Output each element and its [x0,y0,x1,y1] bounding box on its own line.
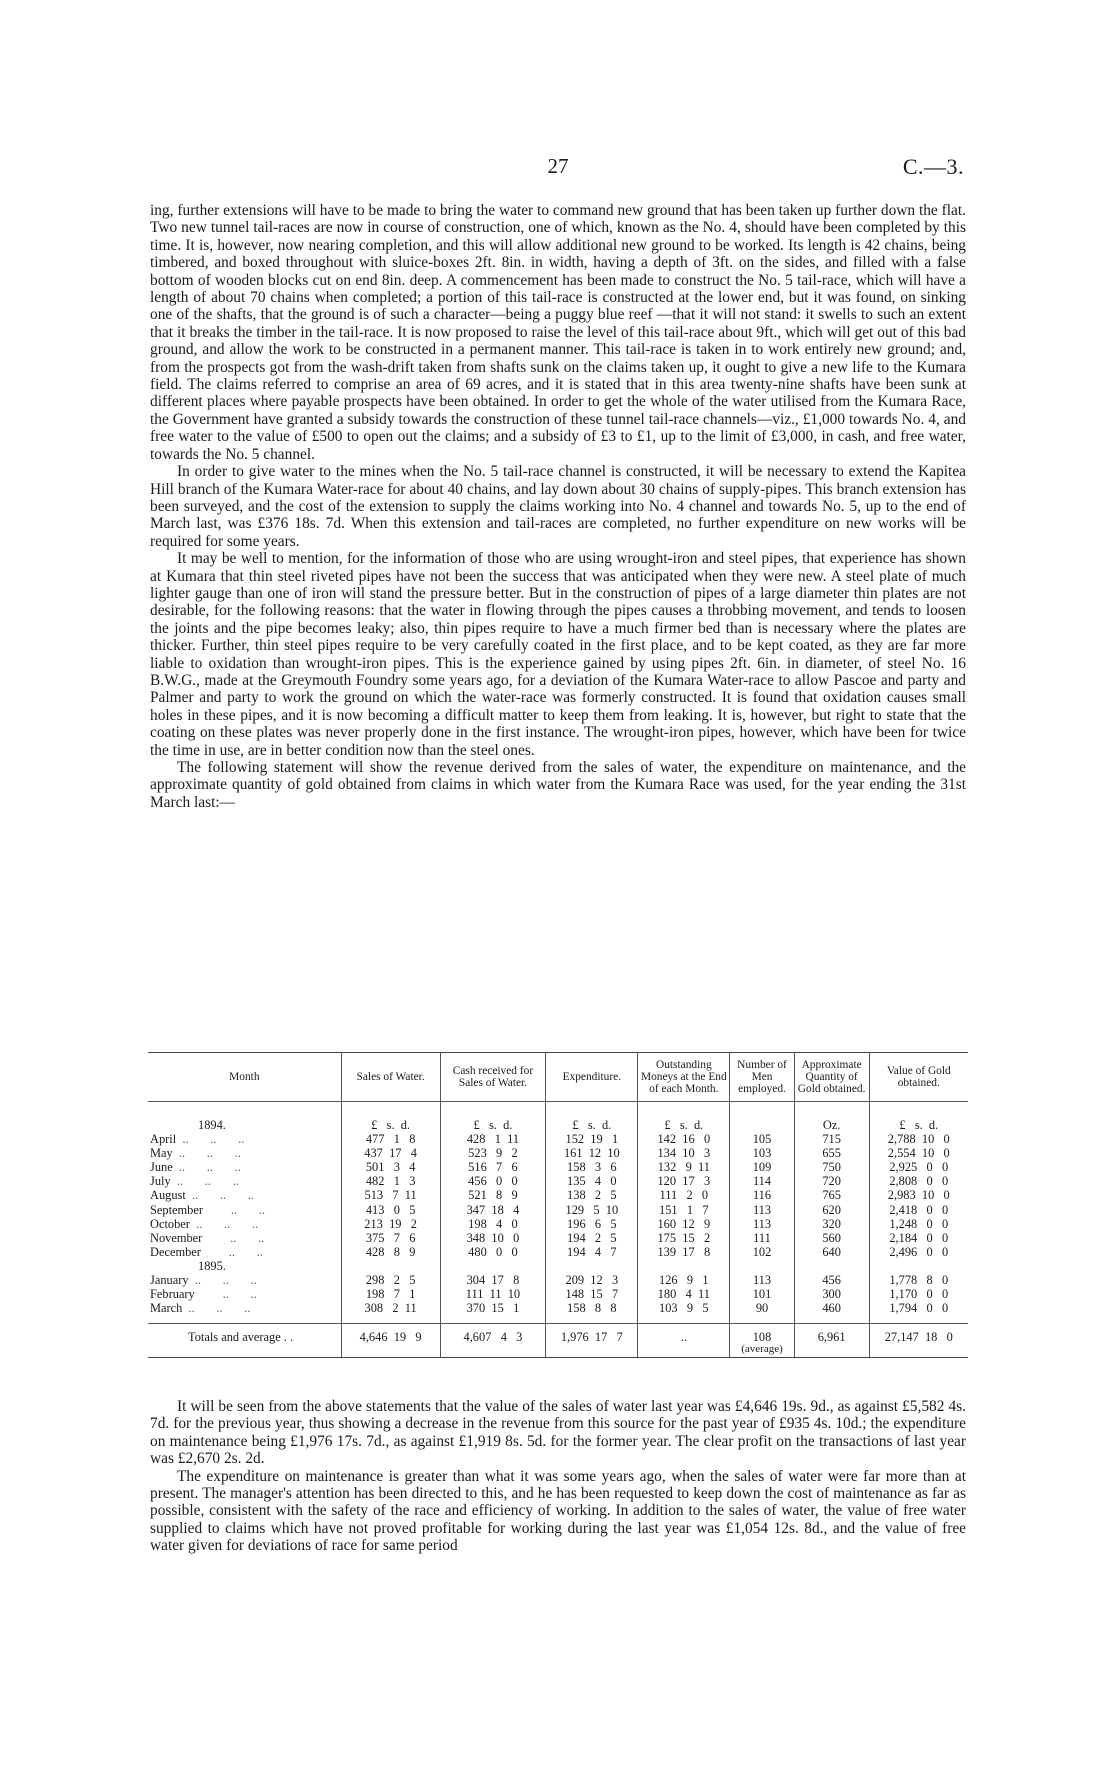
cell-men: 113 [730,1203,794,1217]
paragraph: ing, further extensions will have to be made to bring the water to command new ground that has been taken up further down the flat. Two new tunnel tail-races are now in course of construction, one of which, known as the No. 4, should have been completed by this time. It is, however, now nearing completion, and this will allow additional new ground to be worked. Its length is 42 chains, being timbered, and boxed throughout with sluice-boxes 2ft. 8in. in width, having a depth of 3ft. on the sides, and filled with a false bottom of wooden blocks cut on end 8in. deep. A commencement has been made to construct the No. 5 tail-race, which will have a length of about 70 chains when completed; a portion of this tail-race is constructed at the lower end, but it was found, on sinking one of the shafts, that the ground is of such a character—being a puggy blue reef —that it will not stand: it swells to such an extent that it breaks the timber in the tail-race. It is now proposed to raise the level of this tail-race about 9ft., which will get out of this bad ground, and allow the work to be constructed in a permanent manner. This tail-race is taken in to work entirely new ground; and, from the prospects got from the wash-drift taken from shafts sunk on the claims taken up, it ought to give a new life to the Kumara field. The claims referred to comprise an area of 69 acres, and it is stated that in this area twenty-nine shafts have been sunk at different places where payable prospects have been obtained. In order to get the whole of the water utilised from the Kumara Race, the Government have granted a subsidy towards the construction of these tunnel tail-race channels—viz., £1,000 towards No. 4, and free water to the value of £500 to open out the claims; and a subsidy of £3 to £1, up to the limit of £3,000, in cash, and free water, towards the No. 5 channel. [150,202,966,463]
cell-oz: 460 [794,1301,869,1324]
leader-dots: .. .. .. [182,1132,245,1147]
average-note: (average) [741,1343,783,1356]
cell-exp: 152 19 1 [546,1132,638,1146]
cell-out: 142 16 0 [638,1132,730,1146]
body-text-bottom [150,1398,966,1555]
totals-cash: 4,607 4 3 [440,1324,546,1358]
cell-oz: 300 [794,1287,869,1301]
cell-sales: 428 8 9 [341,1245,440,1259]
table-row [148,1245,968,1259]
unit-label: Oz. [794,1102,869,1133]
header-outstanding: Outstanding Moneys at the End of each Month. [638,1053,730,1102]
month-name: June [150,1160,173,1175]
cell-out: 180 4 11 [638,1287,730,1301]
cell-sales: 413 0 5 [341,1203,440,1217]
unit-label: £ s. d. [341,1102,440,1133]
year-row [148,1259,968,1273]
leader-dots: .. .. .. [196,1216,259,1231]
cell-sales: 375 7 6 [341,1231,440,1245]
cell-exp: 161 12 10 [546,1146,638,1160]
cell-value: 2,496 0 0 [889,1244,949,1259]
cell-men: 103 [730,1146,794,1160]
cell-value: 1,778 8 0 [889,1273,949,1288]
cell-sales: 308 2 11 [341,1301,440,1324]
paragraph: In order to give water to the mines when the No. 5 tail-race channel is constructed, it will be necessary to extend the Kapitea Hill branch of the Kumara Water-race for about 40 chains, and lay down about 30 chains of supply-pipes. This branch extension has been surveyed, and the cost of the extension to supply the claims working into No. 4 channel and towards No. 5, up to the end of March last, was £376 18s. 7d. When this extension and tail-races are completed, no further expenditure on new works will be required for some years. [150,463,966,550]
cell-sales: 198 7 1 [341,1287,440,1301]
cell-oz: 640 [794,1245,869,1259]
month-name: March [150,1301,183,1316]
cell-out: 120 17 3 [638,1174,730,1188]
leader-dots: .. .. [209,1202,265,1217]
cell-men: 105 [730,1132,794,1146]
month-name: August [150,1188,186,1203]
unit-label [730,1102,794,1133]
header-month: Month [148,1053,341,1102]
water-race-revenue-table [148,1052,968,1358]
month-cell [148,1146,341,1160]
leader-dots: .. .. .. [188,1301,251,1316]
paragraph: It may be well to mention, for the information of those who are using wrought-iron and steel pipes, that experience has shown at Kumara that thin steel riveted pipes have not been the success that was anticipated when they were new. A steel plate of much lighter gauge than one of iron will stand the pressure better. But in the construction of pipes of a large diameter thin plates are not desirable, for the following reasons: that the water in flowing through the pipes causes a throbbing movement, and tends to loosen the joints and the pipe becomes leaky; also, thin pipes require to have a much firmer bed than is necessary where the plates are thicker. Further, thin steel pipes require to be very carefully coated in the first place, and to be kept coated, as they are far more liable to oxidation than wrought-iron pipes. This is the experience gained by using pipes 2ft. 6in. in diameter, of steel No. 16 B.W.G., made at the Greymouth Foundry some years ago, for a deviation of the Kumara Water-race to allow Pascoe and party and Palmer and party to work the ground on which the water-race was formerly constructed. It is found that oxidation causes small holes in these pipes, and it is now becoming a difficult matter to keep them from leaking. It is, however, but right to state that the coating on these plates was never properly done in the first instance. The wrought-iron pipes, however, which have been for twice the time in use, are in better condition now than the steel ones. [150,550,966,759]
leader-dots: .. .. .. [194,1273,257,1288]
units-row [148,1102,968,1133]
month-cell [148,1203,341,1217]
cell-oz: 320 [794,1217,869,1231]
cell-cash: 347 18 4 [440,1203,546,1217]
month-name: January [150,1273,189,1288]
cell-oz: 456 [794,1273,869,1287]
leader-dots: .. .. .. [178,1160,241,1175]
cell-out: 151 1 7 [638,1203,730,1217]
cell-oz: 715 [794,1132,869,1146]
month-name: October [150,1216,190,1231]
cell-men: 102 [730,1245,794,1259]
cell-cash: 480 0 0 [440,1245,546,1259]
cell-oz: 720 [794,1174,869,1188]
cell-men: 101 [730,1287,794,1301]
cell-oz: 765 [794,1188,869,1202]
month-cell [148,1287,341,1301]
table-row [148,1146,968,1160]
cell-exp: 135 4 0 [546,1174,638,1188]
cell-out: 175 15 2 [638,1231,730,1245]
cell-cash: 111 11 10 [440,1287,546,1301]
cell-value: 2,184 0 0 [889,1230,949,1245]
leader-dots: .. .. .. [176,1174,239,1189]
page-header [152,154,964,184]
cell-value: 1,170 0 0 [889,1287,949,1302]
average-men: 108 [752,1330,772,1345]
cell-sales: 477 1 8 [341,1132,440,1146]
cell-sales: 298 2 5 [341,1273,440,1287]
paragraph: The expenditure on maintenance is greater than what it was some years ago, when the sales of water were far more than at present. The manager's attention has been directed to this, and he has been requested to keep down the cost of maintenance as far as possible, consistent with the safety of the race and efficiency of working. In addition to the sales of water, the value of free water supplied to claims which have not proved profitable for working during the last year was £1,054 12s. 8d., and the value of free water given for deviations of race for same period [150,1467,966,1555]
cell-value: 1,794 0 0 [889,1301,949,1316]
cell-out: 132 9 11 [638,1160,730,1174]
table-row [148,1287,968,1301]
unit-label: £ s. d. [440,1102,546,1133]
table-row [148,1217,968,1231]
table-row [148,1174,968,1188]
month-name: April [150,1132,177,1147]
month-cell [148,1245,341,1259]
totals-sales: 4,646 19 9 [341,1324,440,1358]
paragraph: The following statement will show the revenue derived from the sales of water, the expenditure on maintenance, and the approximate quantity of gold obtained from claims in which water from the Kumara Race was used, for the year ending the 31st March last:— [150,759,966,811]
cell-oz: 560 [794,1231,869,1245]
cell-oz: 750 [794,1160,869,1174]
leader-dots: .. .. [208,1230,265,1245]
cell-cash: 348 10 0 [440,1231,546,1245]
totals-gold-value: 27,147 18 0 [869,1324,968,1358]
cell-value: 2,418 0 0 [889,1202,949,1217]
cell-exp: 148 15 7 [546,1287,638,1301]
cell-men: 116 [730,1188,794,1202]
cell-out: 139 17 8 [638,1245,730,1259]
cell-exp: 158 3 6 [546,1160,638,1174]
paragraph: It will be seen from the above statements that the value of the sales of water last year was £4,646 19s. 9d., as against £5,582 4s. 7d. for the previous year, thus showing a decrease in the revenue from this source for the past year of £935 4s. 10d.; the expenditure on maintenance being £1,976 17s. 7d., as against £1,919 8s. 5d. for the former year. The clear profit on the transactions of last year was £2,670 2s. 2d. [150,1398,966,1468]
cell-exp: 209 12 3 [546,1273,638,1287]
totals-label: Totals and average . . [148,1324,341,1358]
cell-exp: 194 4 7 [546,1245,638,1259]
body-text-top [150,202,966,811]
month-name: December [150,1244,201,1259]
cell-men: 109 [730,1160,794,1174]
cell-out: 103 9 5 [638,1301,730,1324]
totals-outstanding: .. [638,1324,730,1358]
cell-men: 113 [730,1217,794,1231]
header-sales: Sales of Water. [341,1053,440,1102]
month-cell [148,1160,341,1174]
cell-value: 2,925 0 0 [889,1160,949,1175]
month-cell [148,1301,341,1324]
cell-out: 134 10 3 [638,1146,730,1160]
month-name: September [150,1202,203,1217]
cell-sales: 437 17 4 [341,1146,440,1160]
table-row [148,1132,968,1146]
month-cell [148,1231,341,1245]
cell-cash: 304 17 8 [440,1273,546,1287]
cell-value: 1,248 0 0 [889,1216,949,1231]
year-label: 1895. [148,1259,341,1273]
header-expenditure: Expenditure. [546,1053,638,1102]
month-name: July [150,1174,171,1189]
cell-exp: 158 8 8 [546,1301,638,1324]
cell-value: 2,808 0 0 [889,1174,949,1189]
unit-label: £ s. d. [546,1102,638,1133]
table-row [148,1273,968,1287]
cell-sales: 213 19 2 [341,1217,440,1231]
year-label: 1894. [148,1102,341,1133]
header-gold-quantity: Approximate Quantity of Gold obtained. [794,1053,869,1102]
table-header-row [148,1053,968,1102]
month-cell [148,1217,341,1231]
cell-oz: 620 [794,1203,869,1217]
cell-exp: 196 6 5 [546,1217,638,1231]
cell-men: 113 [730,1273,794,1287]
page-number: 27 [547,154,569,178]
totals-gold-quantity: 6,961 [794,1324,869,1358]
cell-out: 160 12 9 [638,1217,730,1231]
cell-men: 90 [730,1301,794,1324]
header-men: Number of Men employed. [730,1053,794,1102]
leader-dots: .. .. [207,1244,263,1259]
month-name: May [150,1146,173,1161]
cell-exp: 194 2 5 [546,1231,638,1245]
cell-exp: 138 2 5 [546,1188,638,1202]
cell-out: 111 2 0 [638,1188,730,1202]
cell-out: 126 9 1 [638,1273,730,1287]
month-name: February [150,1287,195,1302]
cell-cash: 198 4 0 [440,1217,546,1231]
unit-label: £ s. d. [638,1102,730,1133]
table-row [148,1301,968,1324]
leader-dots: .. .. [200,1287,257,1302]
leader-dots: .. .. .. [192,1188,254,1203]
totals-expenditure: 1,976 17 7 [546,1324,638,1358]
table-row [148,1188,968,1202]
month-cell [148,1132,341,1146]
document-reference: C.—3. [902,154,964,179]
header-cash: Cash received for Sales of Water. [440,1053,546,1102]
cell-men: 111 [730,1231,794,1245]
cell-value: 2,983 10 0 [887,1188,950,1203]
cell-sales: 501 3 4 [341,1160,440,1174]
table-row [148,1160,968,1174]
cell-oz: 655 [794,1146,869,1160]
month-cell [148,1273,341,1287]
cell-exp: 129 5 10 [546,1203,638,1217]
cell-value: 2,554 10 0 [887,1146,950,1161]
cell-cash: 428 1 11 [440,1132,546,1146]
table-row [148,1203,968,1217]
leader-dots: .. .. .. [178,1146,241,1161]
totals-row [148,1324,968,1358]
table-row [148,1231,968,1245]
cell-cash: 456 0 0 [440,1174,546,1188]
totals-men [730,1324,794,1358]
cell-men: 114 [730,1174,794,1188]
cell-sales: 513 7 11 [341,1188,440,1202]
cell-cash: 521 8 9 [440,1188,546,1202]
header-gold-value: Value of Gold obtained. [869,1053,968,1102]
unit-label: £ s. d. [899,1118,939,1132]
month-name: November [150,1230,203,1245]
month-cell [148,1174,341,1188]
cell-cash: 370 15 1 [440,1301,546,1324]
cell-cash: 523 9 2 [440,1146,546,1160]
month-cell [148,1188,341,1202]
cell-cash: 516 7 6 [440,1160,546,1174]
cell-value: 2,788 10 0 [887,1132,950,1147]
cell-sales: 482 1 3 [341,1174,440,1188]
